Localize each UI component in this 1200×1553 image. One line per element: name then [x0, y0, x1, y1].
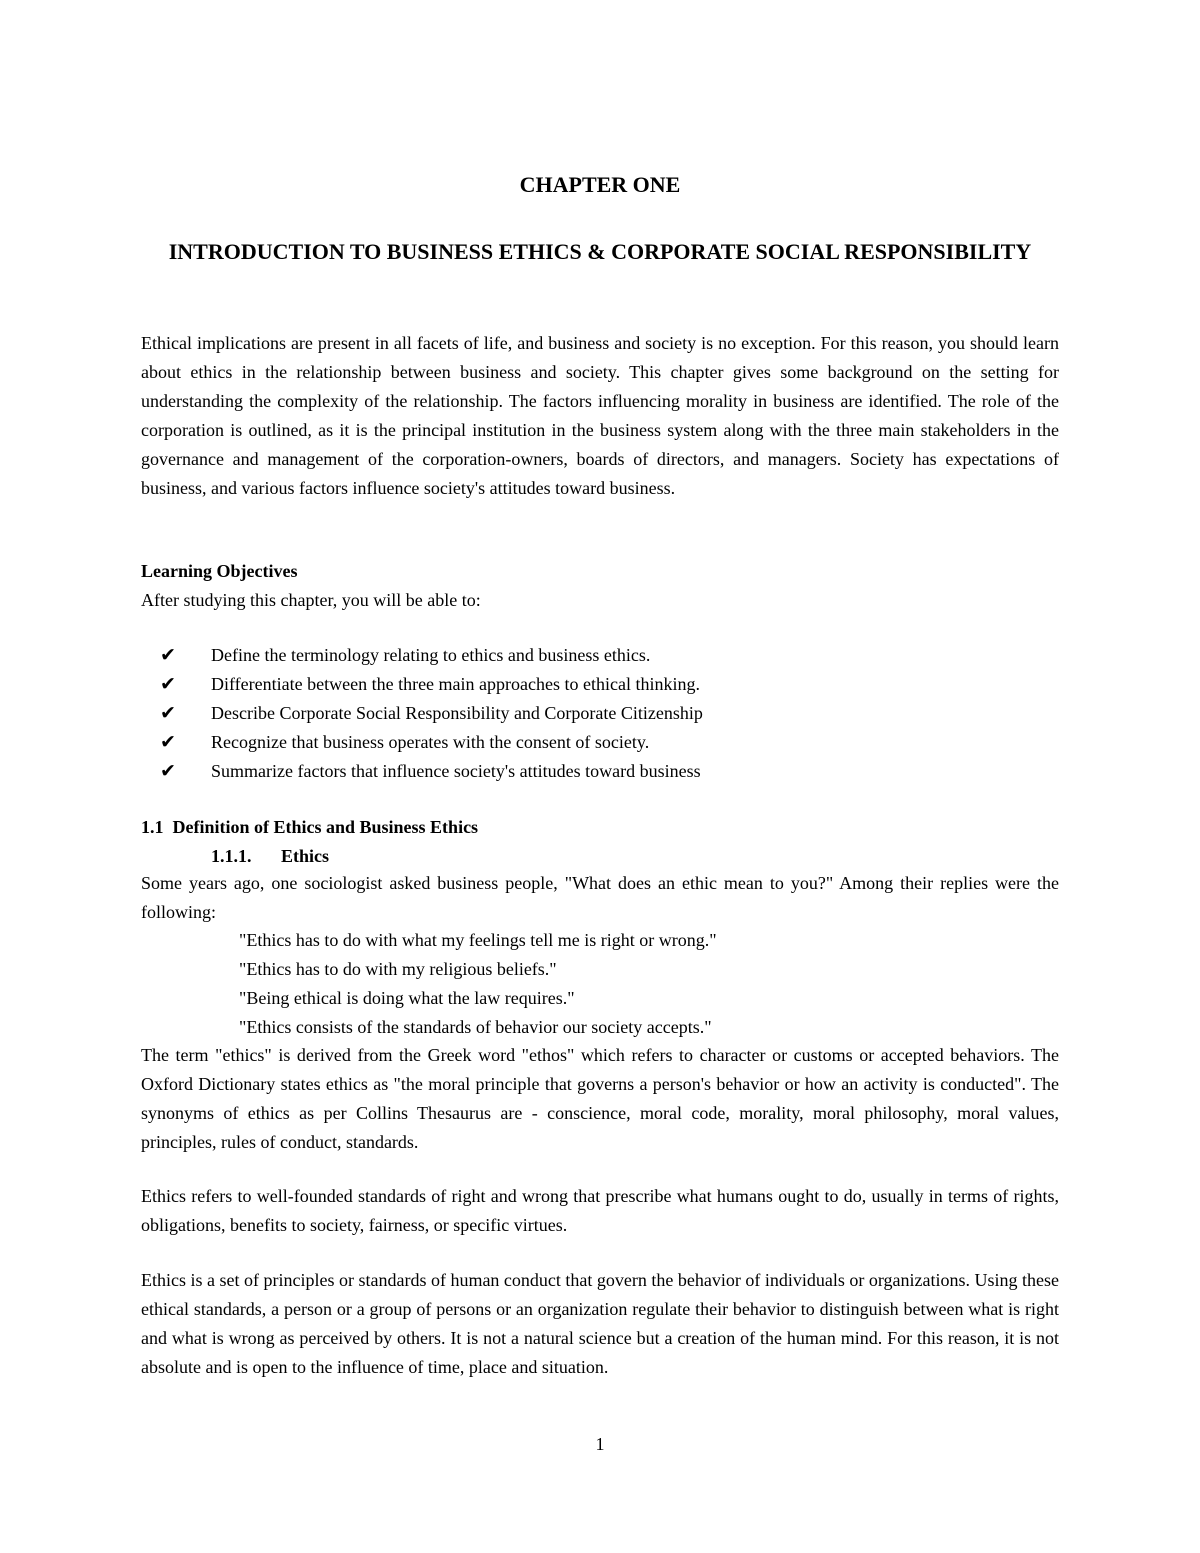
objective-text: Differentiate between the three main approaches to ethical thinking.: [211, 674, 700, 694]
learning-objectives-heading: Learning Objectives: [141, 561, 298, 581]
check-mark-icon: ✔: [160, 702, 176, 724]
learning-objectives-lead: After studying this chapter, you will be able to:: [141, 590, 481, 610]
quote-item: "Being ethical is doing what the law requires.": [239, 988, 575, 1008]
subsection-title: Ethics: [281, 846, 330, 866]
subsection-heading: [211, 842, 329, 871]
intro-paragraph: Ethical implications are present in all facets of life, and business and society is no exception. For this reason, you should learn about ethics in the relationship between business and society. This chapter gives some background on the setting for understanding the complexity of the relationship. The factors influencing morality in business are identified. The role of the corporation is outlined, as it is the principal institution in the business system along with the three main stakeholders in the governance and management of the corporation-owners, boards of directors, and managers. Society has expectations of business, and various factors influence society's attitudes toward business.: [141, 333, 1059, 498]
check-mark-icon: ✔: [160, 731, 176, 753]
chapter-title: INTRODUCTION TO BUSINESS ETHICS & CORPORATE SOCIAL RESPONSIBILITY: [168, 239, 1032, 264]
list-item: [160, 757, 703, 786]
objective-text: Define the terminology relating to ethics and business ethics.: [211, 645, 651, 665]
check-mark-icon: ✔: [160, 673, 176, 695]
quote-item: "Ethics has to do with my religious beliefs.": [239, 959, 557, 979]
quote-item: "Ethics has to do with what my feelings tell me is right or wrong.": [239, 930, 717, 950]
page-number: 1: [595, 1434, 605, 1454]
objective-text: Recognize that business operates with the consent of society.: [211, 732, 650, 752]
list-item: [160, 699, 703, 728]
ethics-paragraph-1: Some years ago, one sociologist asked business people, "What does an ethic mean to you?" Among their replies were the following:: [141, 873, 1059, 922]
check-mark-icon: ✔: [160, 760, 176, 782]
check-mark-icon: ✔: [160, 644, 176, 666]
learning-objectives-list: [160, 641, 703, 786]
chapter-label: CHAPTER ONE: [519, 172, 681, 197]
list-item: [160, 670, 703, 699]
subsection-number: 1.1.1.: [211, 846, 252, 866]
list-item: [160, 728, 703, 757]
list-item: [160, 641, 703, 670]
ethics-paragraph-3: Ethics refers to well-founded standards of right and wrong that prescribe what humans ought to do, usually in terms of rights, obligations, benefits to society, fairness, or specific virtues.: [141, 1186, 1059, 1235]
ethics-paragraph-4: Ethics is a set of principles or standards of human conduct that govern the behavior of individuals or organizations. Using these ethical standards, a person or a group of persons or an organization regulate their behavior to distinguish between what is right and what is wrong as perceived by others. It is not a natural science but a creation of the human mind. For this reason, it is not absolute and is open to the influence of time, place and situation.: [141, 1270, 1059, 1377]
section-heading: 1.1 Definition of Ethics and Business Ethics: [141, 817, 479, 837]
objective-text: Describe Corporate Social Responsibility and Corporate Citizenship: [211, 703, 703, 723]
objective-text: Summarize factors that influence society's attitudes toward business: [211, 761, 701, 781]
ethics-paragraph-2: The term "ethics" is derived from the Greek word "ethos" which refers to character or customs or accepted behaviors. The Oxford Dictionary states ethics as "the moral principle that governs a person's behavior or how an activity is conducted". The synonyms of ethics as per Collins Thesaurus are - conscience, moral code, morality, moral philosophy, moral values, principles, rules of conduct, standards.: [141, 1045, 1059, 1152]
quote-item: "Ethics consists of the standards of behavior our society accepts.": [239, 1017, 712, 1037]
quote-list: [239, 926, 717, 1042]
